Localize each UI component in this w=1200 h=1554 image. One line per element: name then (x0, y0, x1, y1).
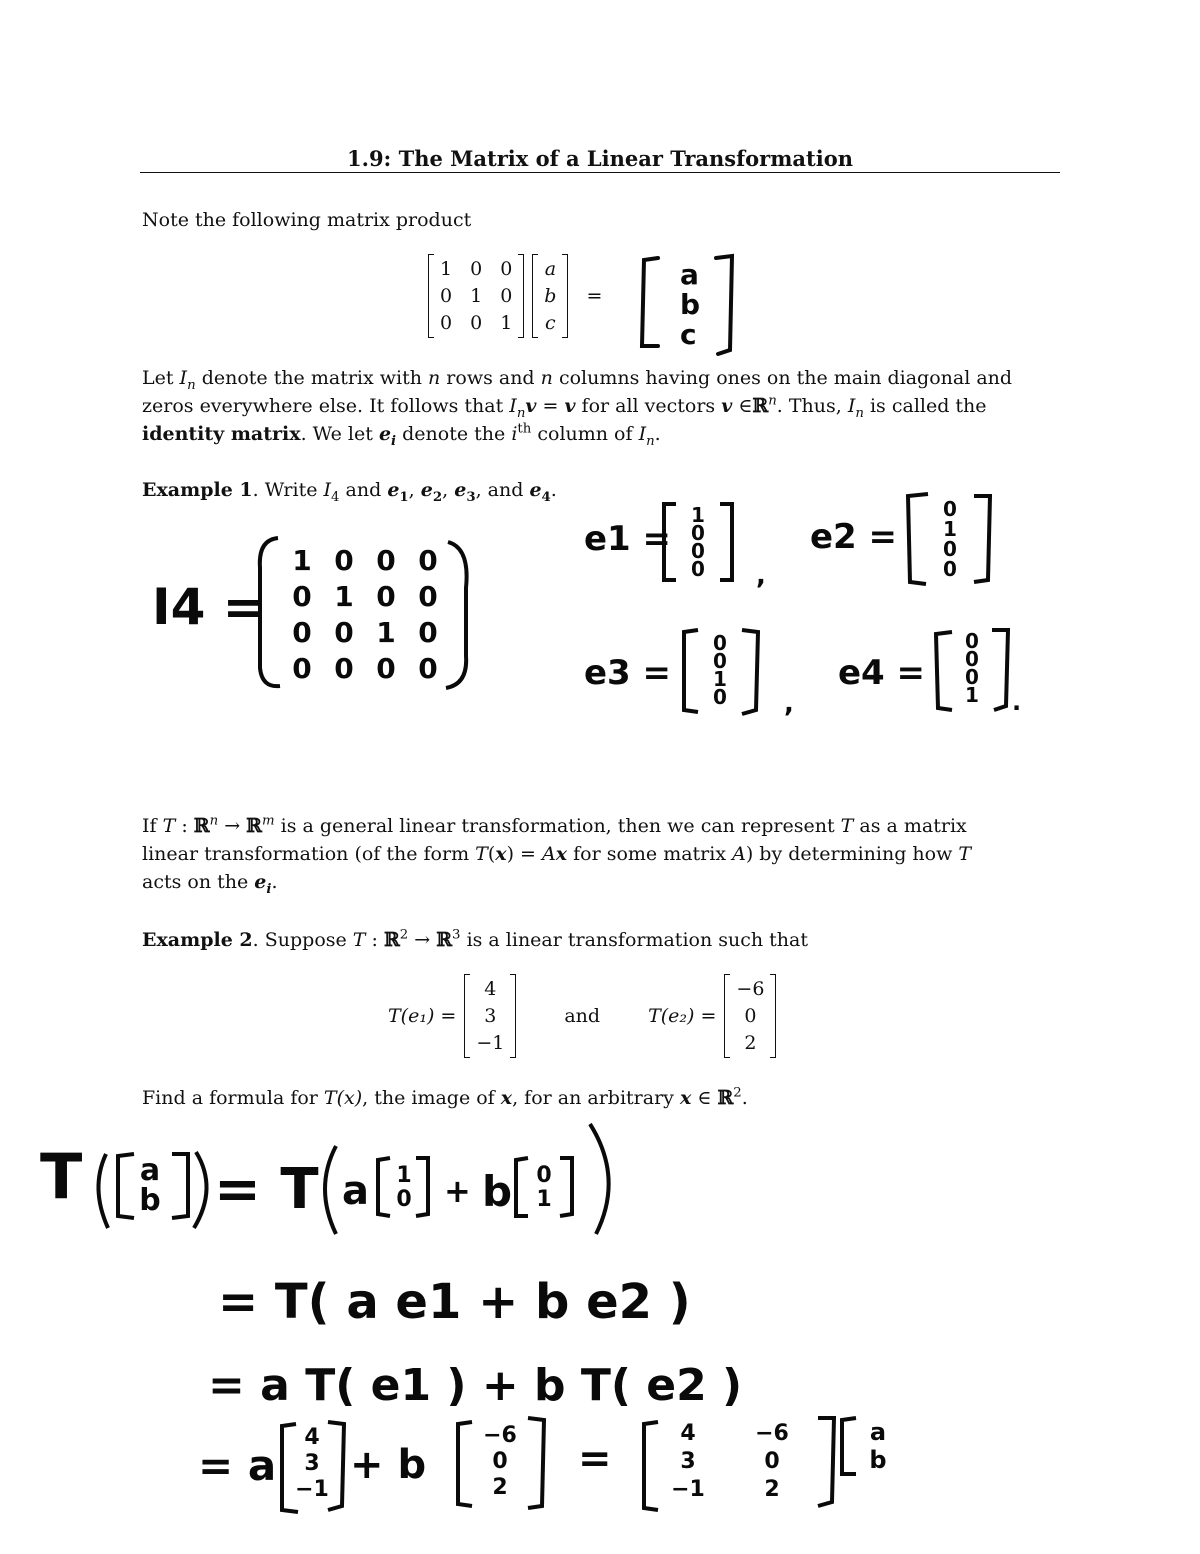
hand-vector-cell: 4 (304, 1425, 320, 1450)
hand-paren-right (590, 1124, 609, 1234)
hand-matrix-cell: 0 (334, 652, 354, 685)
handwritten-e-vectors (580, 488, 1040, 718)
hand-bracket-left (936, 632, 952, 710)
hand-vector (691, 503, 705, 581)
para2-text: for some matrix (573, 843, 727, 865)
hand-vector-cell: 0 (691, 539, 705, 563)
hand-bracket-right (716, 256, 732, 354)
example2-text: . Suppose (252, 929, 347, 951)
example1-statement: Example 1. Write $I_4$ and $e_1$, $e_2$, $e_3$, and $e_4$. (142, 479, 557, 505)
hand-bracket-right (328, 1422, 344, 1510)
n-symbol: n (540, 367, 553, 389)
hand-matrix-cell: 0 (418, 616, 438, 649)
hand-paren-left (325, 1146, 336, 1234)
find-text: Find a formula for (142, 1087, 318, 1109)
and-text: and (564, 1005, 601, 1027)
hand-e4-label: e4 = (838, 653, 926, 693)
vector-cell: a (544, 258, 557, 280)
hand-vector-cell: 0 (965, 647, 979, 671)
hand-eq-T: = T (214, 1157, 319, 1222)
hand-e2 (810, 494, 990, 584)
hand-e2-label: e2 = (810, 517, 898, 557)
T-symbol: T (475, 843, 488, 865)
period: . (1012, 688, 1022, 716)
example1-text: , and (475, 479, 524, 501)
hand-matrix-cell: 0 (418, 544, 438, 577)
hand-solution-line2: = T( a e1 + b e2 ) (218, 1274, 691, 1330)
e4-symbol: $e_4$ (529, 479, 551, 505)
para2-text: If (142, 815, 157, 837)
T-symbol: T (162, 815, 176, 837)
hand-matrix-cell: 0 (292, 580, 312, 613)
para1-text: . Thus, (776, 395, 842, 417)
hand-bracket-right (416, 1158, 428, 1216)
hand-bracket-left (684, 630, 698, 712)
hand-matrix-cell: 0 (418, 652, 438, 685)
hand-vector-cell: 0 (943, 537, 957, 561)
hand-cell-a: a (680, 258, 699, 291)
hand-b: b (482, 1167, 513, 1216)
para1-text: for all vectors (581, 395, 716, 417)
hand-matrix-cell: −1 (671, 1477, 705, 1502)
example2-statement: Example 2. Suppose T : ℝ$^2$ → ℝ$^3$ is a linear transformation such that (142, 927, 808, 951)
hand-vector (139, 1153, 160, 1218)
para1-text: rows and (446, 367, 535, 389)
hand-vector-cell: b (139, 1183, 161, 1218)
hand-vector (713, 631, 727, 709)
vector-cell: c (545, 312, 556, 334)
matrix-cell: 0 (440, 285, 453, 307)
para1-text: column of (537, 423, 633, 445)
I-n-symbol: $I_n$ (638, 423, 655, 449)
hand-matrix-cell: 0 (334, 616, 354, 649)
arrow-symbol: → (224, 815, 241, 837)
I4-symbol: $I_4$ (323, 479, 340, 505)
hand-matrix-cell: 0 (292, 616, 312, 649)
title-rule (140, 172, 1060, 173)
hand-cell-c: c (680, 318, 697, 351)
hand-vector-cell: 1 (536, 1187, 552, 1212)
hand-matrix-cell: 0 (418, 580, 438, 613)
example2-label: Example 2 (142, 929, 253, 951)
matrix-cell: 0 (440, 312, 453, 334)
identity-paragraph (142, 364, 1060, 448)
hand-vector-cell: 1 (943, 517, 957, 541)
example1-text: . Write (252, 479, 318, 501)
hand-vector-cell: 1 (713, 667, 727, 691)
matrix-cell: 0 (470, 258, 483, 280)
vector-cell: −1 (476, 1032, 505, 1054)
para1-line3: identity matrix. We let $e_i$ denote the $i^{th}$ column of $I_n$. (142, 421, 661, 449)
hand-cell-b: b (680, 288, 701, 321)
vector-cell: −6 (736, 978, 765, 1000)
hand-a: a (342, 1168, 369, 1214)
T-e1-label: T(e₁) = (388, 1005, 457, 1027)
A-symbol: A (732, 843, 746, 865)
hand-vector-cell: 0 (713, 649, 727, 673)
hand-vector-cell: 0 (396, 1187, 412, 1212)
hand-bracket-right (818, 1418, 834, 1506)
e-i-symbol: $e_i$ (254, 871, 272, 897)
hand-bracket-left (908, 494, 928, 584)
hand-bracket-right (172, 1154, 188, 1218)
comma: , (756, 561, 766, 591)
hand-vector (483, 1423, 517, 1500)
hand-vector (295, 1425, 329, 1502)
handwritten-I4 (148, 528, 488, 698)
In-v-expr: $I_nv$ (509, 395, 537, 421)
para1-text: denote the matrix with (201, 367, 422, 389)
hand-matrix-cell: −6 (755, 1421, 789, 1446)
hand-vector-cell: 0 (965, 629, 979, 653)
vector-cell: 3 (484, 1005, 497, 1027)
hand-bracket-left (642, 258, 658, 346)
handwritten-result-vector (636, 250, 746, 360)
hand-bracket-left (378, 1158, 390, 1216)
hand-matrix-cell: 0 (292, 652, 312, 685)
hand-matrix-cell: 0 (376, 580, 396, 613)
hand-vector (396, 1163, 411, 1212)
hand-bracket-right (560, 1158, 572, 1216)
element-of-symbol: ∈ (697, 1087, 712, 1109)
find-statement: Find a formula for T(x), the image of x, for an arbitrary x ∈ ℝ$^2$. (142, 1085, 748, 1109)
R-symbol: ℝ (717, 1087, 734, 1109)
i-th-symbol: $i^{th}$ (511, 421, 532, 445)
T-e2-label: T(e₂) = (648, 1005, 717, 1027)
para1-text: . We let (300, 423, 373, 445)
hand-solution-line3: = a T( e1 ) + b T( e2 ) (208, 1360, 743, 1411)
hand-bracket-right (992, 630, 1008, 710)
matrix-cell: 0 (470, 312, 483, 334)
hand-bracket-left (118, 1154, 134, 1218)
equals-sign: = (586, 285, 603, 307)
hand-matrix-cell: 1 (376, 616, 396, 649)
hand-vector-cell: 0 (713, 685, 727, 709)
hand-matrix-cell: 0 (334, 544, 354, 577)
hand-vector-cell: 2 (492, 1475, 508, 1500)
T-symbol: T (840, 815, 854, 837)
hand-vector (943, 497, 957, 581)
hand-bracket-right (742, 630, 758, 714)
para1-text: denote the (402, 423, 506, 445)
v-symbol: v (721, 395, 733, 417)
e2-symbol: $e_2$ (420, 479, 443, 505)
hand-paren-left (98, 1154, 108, 1228)
hand-matrix-cell: 1 (292, 544, 312, 577)
matrix-cell: 0 (500, 285, 513, 307)
hand-I4-cells (292, 544, 437, 685)
I-n-symbol: $I_n$ (847, 395, 864, 421)
hand-vector-cell: 0 (943, 557, 957, 581)
para2-text: is a general linear transformation, then we can represent (280, 815, 835, 837)
A-symbol: A (542, 843, 556, 865)
matrix-cell: 1 (500, 312, 513, 334)
matrix-cell: 1 (470, 285, 483, 307)
hand-paren-right (194, 1152, 207, 1228)
vector-cell: b (544, 285, 557, 307)
hand-vector-cell: 0 (536, 1163, 552, 1188)
para2-text: linear transformation (of the form (142, 843, 470, 865)
hand-vector-cell: 1 (396, 1163, 412, 1188)
I-n-symbol: $I_n$ (179, 367, 196, 393)
hand-vector-cell: −6 (483, 1423, 517, 1448)
para1-text: is called the (869, 395, 987, 417)
para1-text: Let (142, 367, 174, 389)
find-text: , the image of (362, 1087, 495, 1109)
find-text: , for an arbitrary (512, 1087, 674, 1109)
hand-plus-b: + b (350, 1442, 427, 1488)
hand-e3 (584, 630, 794, 718)
hand-bracket-right (446, 542, 467, 688)
identity-matrix-term: identity matrix (142, 423, 301, 445)
e3-symbol: $e_3$ (454, 479, 476, 505)
example1-label: Example 1 (142, 479, 253, 501)
para2-line1: If T : ℝ$^n$ → ℝ$^m$ is a general linear transformation, then we can represent T as a matrix (142, 813, 967, 837)
example2-equations (388, 974, 776, 1058)
para2-text: ) by determining how (745, 843, 953, 865)
hand-matrix-cell: 0 (764, 1449, 780, 1474)
T-e1-vector (464, 974, 516, 1058)
hand-e1 (584, 503, 766, 591)
vector-cell: 2 (744, 1032, 757, 1054)
T-symbol: T (352, 929, 366, 951)
transformation-paragraph (142, 812, 1060, 896)
hand-vector-cell: 0 (965, 665, 979, 689)
hand-bracket-left (458, 1422, 472, 1506)
comma: , (784, 689, 794, 718)
vector-abc (532, 254, 568, 338)
hand-matrix-cell: 4 (680, 1421, 696, 1446)
hand-matrix-cell: 3 (680, 1449, 696, 1474)
R-symbol: ℝ (246, 815, 262, 837)
hand-matrix-cell: 1 (334, 580, 354, 613)
para2-text: acts on the (142, 871, 249, 893)
hand-plus: + (444, 1172, 471, 1210)
hand-vector (536, 1163, 551, 1212)
hand-T: T (40, 1140, 83, 1213)
hand-bracket-left (644, 1422, 658, 1510)
intro-text: Note the following matrix product (142, 209, 472, 231)
hand-matrix-cell: 2 (764, 1477, 780, 1502)
hand-eq-a: = a (198, 1441, 277, 1490)
hand-bracket-right (974, 496, 990, 582)
hand-vector-cell: 1 (965, 683, 979, 707)
para2-line2: linear transformation (of the form T(x) = Ax for some matrix A) by determining how T (142, 843, 972, 865)
hand-vector-cell: 1 (691, 503, 705, 527)
matrix-cell: 1 (440, 258, 453, 280)
handwritten-solution (30, 1118, 930, 1518)
hand-solution-line4 (198, 1418, 887, 1512)
hand-vector (965, 629, 979, 707)
vector-cell: 0 (744, 1005, 757, 1027)
hand-solution-line1 (40, 1124, 609, 1234)
hand-bracket-right (720, 504, 732, 580)
hand-matrix-cell: 0 (376, 544, 396, 577)
v-symbol: v (564, 395, 576, 417)
example1-text: and (345, 479, 382, 501)
example2-text: is a linear transformation such that (466, 929, 808, 951)
hand-vector-cell: 0 (943, 497, 957, 521)
para1-line2 (142, 392, 1060, 420)
e1-symbol: $e_1$ (387, 479, 409, 505)
T-symbol: T (958, 843, 972, 865)
x-symbol: x (679, 1087, 692, 1109)
hand-equals: = (578, 1436, 612, 1482)
element-of-symbol: ∈ (738, 395, 753, 417)
e-i-symbol: $e_i$ (378, 423, 397, 449)
matrix-cell: 0 (500, 258, 513, 280)
hand-vector (869, 1418, 886, 1474)
hand-I4-label: I4 = (152, 578, 265, 636)
vector-cell: 4 (484, 978, 497, 1000)
hand-vector-cell: 0 (713, 631, 727, 655)
hand-matrix-cell: 0 (376, 652, 396, 685)
identity-matrix-3 (428, 254, 524, 338)
hand-e1-label: e1 = (584, 519, 672, 559)
Rn-symbol: ℝ$^n$ (752, 393, 777, 417)
hand-e3-label: e3 = (584, 653, 672, 693)
hand-vector-cell: b (869, 1446, 887, 1474)
para2-line3: acts on the $e_i$. (142, 871, 278, 897)
para1-text: zeros everywhere else. It follows that (142, 395, 504, 417)
hand-vector-cell: a (869, 1418, 887, 1446)
T-x-symbol: T(x) (323, 1087, 363, 1109)
para1-text: columns having ones on the main diagonal and (558, 367, 1013, 389)
x-symbol: x (500, 1087, 513, 1109)
para2-text: as a matrix (859, 815, 967, 837)
hand-vector-cell: 0 (691, 521, 705, 545)
equals-sign: = (520, 843, 536, 865)
hand-vector-cell: 3 (304, 1451, 320, 1476)
page-title: 1.9: The Matrix of a Linear Transformation (347, 146, 853, 171)
hand-vector-cell: −1 (295, 1477, 329, 1502)
hand-bracket-left (516, 1158, 528, 1216)
hand-bracket-left (842, 1418, 856, 1474)
hand-matrix (671, 1421, 789, 1502)
T-e2-vector (724, 974, 776, 1058)
hand-vector-cell: 0 (492, 1449, 508, 1474)
hand-vector-cell: a (139, 1153, 161, 1188)
matrix-product (428, 254, 612, 338)
equals-sign: = (542, 395, 559, 417)
n-symbol: n (428, 367, 441, 389)
para1-line1 (142, 364, 1060, 392)
hand-bracket-right (528, 1418, 544, 1508)
hand-e4 (838, 629, 1021, 716)
R-symbol: ℝ (193, 815, 210, 837)
colon: : (181, 815, 188, 837)
hand-vector-cell: 0 (691, 557, 705, 581)
